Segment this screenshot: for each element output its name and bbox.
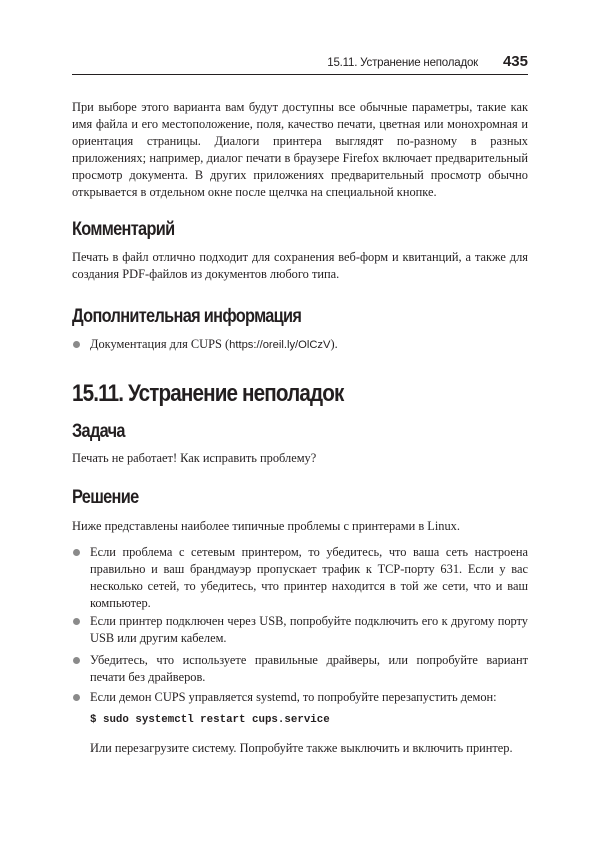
header-rule <box>72 74 528 75</box>
cups-doc-link[interactable]: https://oreil.ly/OlCzV <box>229 339 331 351</box>
bullet-dot <box>73 694 80 701</box>
comment-text: Печать в файл отлично подходит для сохранения веб-форм и квитанций, а также для создания PDF-файлов из документов любого типа. <box>72 250 528 281</box>
task-text: Печать не работает! Как исправить проблему? <box>72 451 317 465</box>
running-header-title: 15.11. Устранение неполадок <box>327 57 478 69</box>
more-info-heading: Дополнительная информация <box>72 306 302 327</box>
bullet-dot <box>73 618 80 625</box>
intro-paragraph: При выборе этого варианта вам будут доступны все обычные параметры, такие как имя файла и его местоположение, поля, качество печати, цветная или монохромная и ориентация страницы. Диалоги принтера выглядят по-разному в разных приложениях; например, диалог печати в браузере Firefox включает предварительный просмотр документа. В других приложениях предварительный просмотр обычно открывается в отдельном окне после щелчка на специальной кнопке. <box>72 100 528 199</box>
solution-bullet-text: Убедитесь, что используете правильные драйверы, или попробуйте вариант печати без драйверов. <box>90 653 528 684</box>
running-header <box>72 52 528 76</box>
solution-intro: Ниже представлены наиболее типичные проблемы с принтерами в Linux. <box>72 519 460 533</box>
solution-bullet-text: Если демон CUPS управляется systemd, то попробуйте перезапустить демон: <box>90 690 497 704</box>
more-info-bullet-text <box>90 336 528 354</box>
solution-bullet-text: Если принтер подключен через USB, попробуйте подключить его к другому порту USB или другим кабелем. <box>90 614 528 645</box>
command-code: $ sudo systemctl restart cups.service <box>90 714 330 726</box>
section-title: 15.11. Устранение неполадок <box>72 380 344 407</box>
bullet-dot <box>73 549 80 556</box>
task-heading: Задача <box>72 421 125 442</box>
comment-heading: Комментарий <box>72 219 175 240</box>
bullet-dot <box>73 341 80 348</box>
page-number: 435 <box>502 53 528 70</box>
cups-doc-suffix: ). <box>330 337 338 351</box>
solution-heading: Решение <box>72 487 139 508</box>
solution-bullet-text: Если проблема с сетевым принтером, то убедитесь, что ваша сеть настроена правильно и ваш брандмауэр пропускает трафик к TCP-порту 631. Если у вас несколько сетей, то убедитесь, что принтер находится в той же сети, что и ваш компьютер. <box>90 545 528 610</box>
bullet-dot <box>73 657 80 664</box>
cups-doc-label: Документация для CUPS ( <box>90 337 230 351</box>
closing-text: Или перезагрузите систему. Попробуйте также выключить и включить принтер. <box>90 741 513 755</box>
